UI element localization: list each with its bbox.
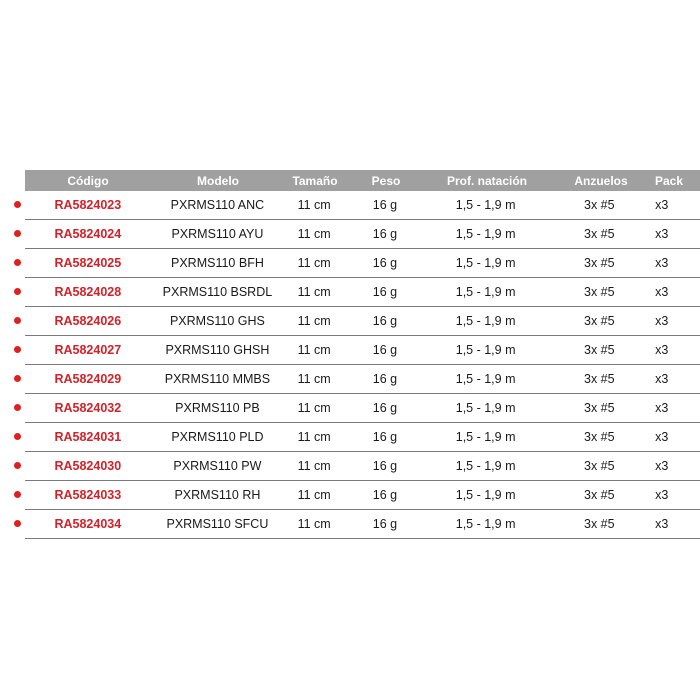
cell-pack: x3: [655, 459, 669, 473]
cell-model: PXRMS110 BSRDL: [162, 285, 273, 299]
cell-weight: 16 g: [372, 372, 398, 386]
cell-code: RA5824030: [54, 459, 122, 473]
cell-model: PXRMS110 PB: [175, 401, 260, 415]
cell-size: 11 cm: [297, 401, 331, 415]
cell-pack: x3: [655, 343, 669, 357]
bullet-icon: [14, 288, 21, 295]
cell-depth: 1,5 - 1,9 m: [455, 459, 516, 473]
cell-pack: x3: [655, 256, 669, 270]
cell-code: RA5824025: [54, 256, 122, 270]
cell-code: RA5824029: [54, 372, 122, 386]
cell-weight: 16 g: [372, 198, 398, 212]
cell-depth: 1,5 - 1,9 m: [455, 256, 516, 270]
table-row: [25, 278, 700, 307]
cell-hooks: 3x #5: [584, 488, 615, 502]
cell-depth: 1,5 - 1,9 m: [455, 285, 516, 299]
table-row: [25, 220, 700, 249]
cell-hooks: 3x #5: [584, 459, 615, 473]
table-row: [25, 307, 700, 336]
cell-weight: 16 g: [372, 285, 398, 299]
table-header: [25, 170, 700, 191]
cell-size: 11 cm: [297, 198, 331, 212]
cell-size: 11 cm: [297, 343, 331, 357]
cell-depth: 1,5 - 1,9 m: [455, 198, 516, 212]
table-body: [25, 191, 700, 539]
product-table: [25, 170, 700, 539]
column-header-size: Tamaño: [292, 173, 338, 188]
cell-model: PXRMS110 RH: [174, 488, 261, 502]
table-row: [25, 249, 700, 278]
column-header-pack: Pack: [655, 173, 684, 188]
cell-code: RA5824024: [54, 227, 122, 241]
column-header-depth: Prof. natación: [446, 173, 527, 188]
cell-hooks: 3x #5: [584, 401, 615, 415]
cell-model: PXRMS110 PLD: [171, 430, 264, 444]
cell-code: RA5824033: [54, 488, 122, 502]
column-header-weight: Peso: [371, 173, 401, 188]
bullet-icon: [14, 259, 21, 266]
cell-weight: 16 g: [372, 256, 398, 270]
cell-pack: x3: [655, 227, 669, 241]
cell-hooks: 3x #5: [584, 517, 615, 531]
cell-pack: x3: [655, 430, 669, 444]
cell-code: RA5824023: [54, 198, 122, 212]
cell-hooks: 3x #5: [584, 314, 615, 328]
cell-hooks: 3x #5: [584, 227, 615, 241]
cell-model: PXRMS110 ANC: [170, 198, 265, 212]
bullet-icon: [14, 230, 21, 237]
cell-model: PXRMS110 SFCU: [166, 517, 269, 531]
cell-code: RA5824028: [54, 285, 122, 299]
cell-code: RA5824032: [54, 401, 122, 415]
cell-weight: 16 g: [372, 343, 398, 357]
table-row: [25, 365, 700, 394]
column-header-model: Modelo: [197, 173, 239, 188]
cell-weight: 16 g: [372, 488, 398, 502]
table-row: [25, 510, 700, 539]
cell-hooks: 3x #5: [584, 285, 615, 299]
cell-code: RA5824031: [54, 430, 122, 444]
cell-size: 11 cm: [297, 256, 331, 270]
cell-weight: 16 g: [372, 517, 398, 531]
column-header-code: Código: [67, 173, 109, 188]
cell-weight: 16 g: [372, 314, 398, 328]
bullet-icon: [14, 491, 21, 498]
cell-pack: x3: [655, 314, 669, 328]
bullet-icon: [14, 317, 21, 324]
cell-weight: 16 g: [372, 401, 398, 415]
cell-pack: x3: [655, 488, 669, 502]
cell-pack: x3: [655, 517, 669, 531]
cell-model: PXRMS110 GHSH: [165, 343, 270, 357]
cell-pack: x3: [655, 198, 669, 212]
cell-pack: x3: [655, 401, 669, 415]
table-row: [25, 481, 700, 510]
cell-depth: 1,5 - 1,9 m: [455, 430, 516, 444]
bullet-icon: [14, 462, 21, 469]
cell-size: 11 cm: [297, 430, 331, 444]
cell-depth: 1,5 - 1,9 m: [455, 314, 516, 328]
column-header-hooks: Anzuelos: [574, 173, 628, 188]
table-row: [25, 336, 700, 365]
cell-depth: 1,5 - 1,9 m: [455, 401, 516, 415]
bullet-icon: [14, 433, 21, 440]
cell-weight: 16 g: [372, 227, 398, 241]
bullet-icon: [14, 201, 21, 208]
table-row: [25, 191, 700, 220]
bullet-icon: [14, 346, 21, 353]
cell-hooks: 3x #5: [584, 430, 615, 444]
cell-size: 11 cm: [297, 488, 331, 502]
cell-hooks: 3x #5: [584, 343, 615, 357]
cell-size: 11 cm: [297, 285, 331, 299]
cell-size: 11 cm: [297, 227, 331, 241]
cell-code: RA5824027: [54, 343, 122, 357]
cell-depth: 1,5 - 1,9 m: [455, 372, 516, 386]
bullet-icon: [14, 404, 21, 411]
table-row: [25, 423, 700, 452]
cell-pack: x3: [655, 372, 669, 386]
cell-depth: 1,5 - 1,9 m: [455, 517, 516, 531]
cell-hooks: 3x #5: [584, 256, 615, 270]
table-row: [25, 394, 700, 423]
cell-depth: 1,5 - 1,9 m: [455, 227, 516, 241]
cell-size: 11 cm: [297, 372, 331, 386]
cell-depth: 1,5 - 1,9 m: [455, 488, 516, 502]
cell-model: PXRMS110 BFH: [171, 256, 264, 270]
cell-model: PXRMS110 MMBS: [164, 372, 271, 386]
cell-model: PXRMS110 GHS: [169, 314, 265, 328]
cell-weight: 16 g: [372, 459, 398, 473]
bullet-icon: [14, 520, 21, 527]
cell-hooks: 3x #5: [584, 372, 615, 386]
cell-model: PXRMS110 AYU: [171, 227, 264, 241]
cell-model: PXRMS110 PW: [173, 459, 262, 473]
cell-depth: 1,5 - 1,9 m: [455, 343, 516, 357]
cell-code: RA5824034: [54, 517, 122, 531]
cell-weight: 16 g: [372, 430, 398, 444]
table-row: [25, 452, 700, 481]
cell-size: 11 cm: [297, 314, 331, 328]
cell-code: RA5824026: [54, 314, 122, 328]
cell-pack: x3: [655, 285, 669, 299]
cell-hooks: 3x #5: [584, 198, 615, 212]
cell-size: 11 cm: [297, 517, 331, 531]
bullet-icon: [14, 375, 21, 382]
cell-size: 11 cm: [297, 459, 331, 473]
